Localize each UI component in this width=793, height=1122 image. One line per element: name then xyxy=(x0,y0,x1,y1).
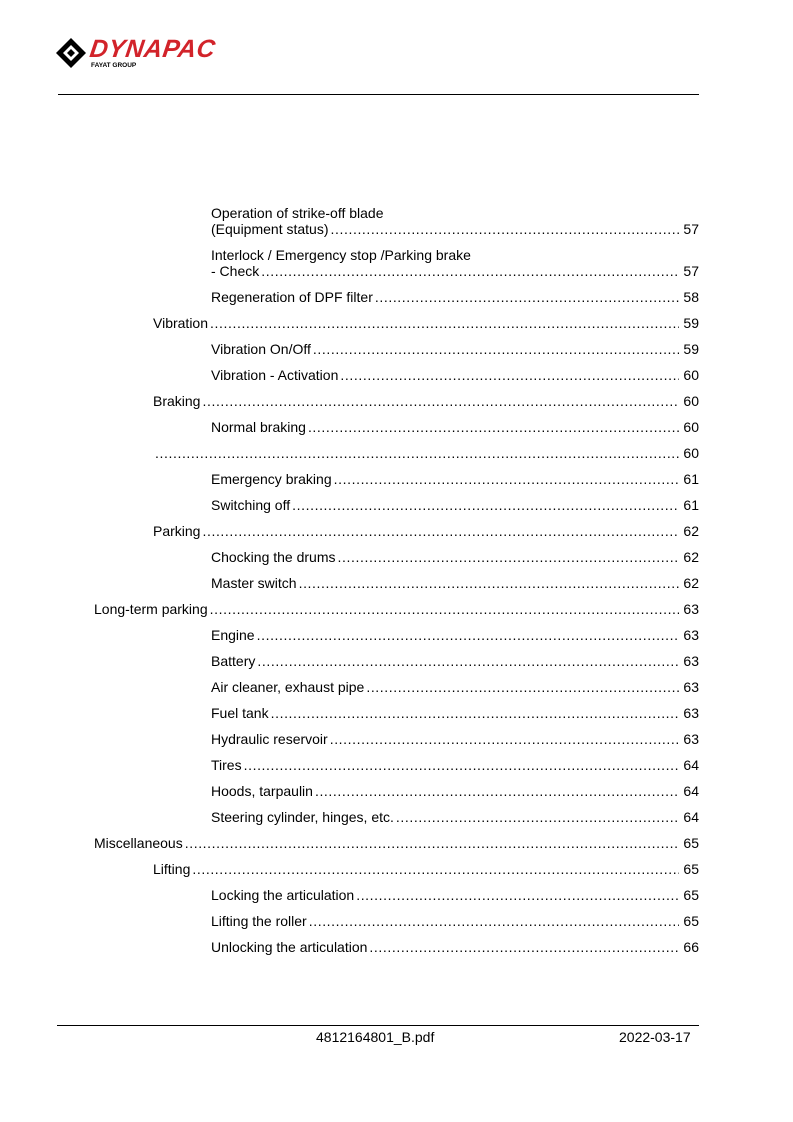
toc-dot-leader xyxy=(330,731,679,747)
toc-entry[interactable] xyxy=(211,549,699,565)
toc-page-number: 61 xyxy=(683,471,699,487)
toc-entry-title: Hydraulic reservoir xyxy=(211,731,328,747)
toc-entry[interactable] xyxy=(211,419,699,435)
toc-dot-leader xyxy=(210,315,679,331)
toc-entry[interactable] xyxy=(211,653,699,669)
toc-dot-leader xyxy=(396,809,679,825)
toc-dot-leader xyxy=(210,601,679,617)
toc-entry-title: Fuel tank xyxy=(211,705,269,721)
toc-entry-title: Emergency braking xyxy=(211,471,332,487)
toc-dot-leader xyxy=(192,861,679,877)
toc-page-number: 61 xyxy=(683,497,699,513)
toc-entry[interactable] xyxy=(211,783,699,799)
toc-page-number: 65 xyxy=(683,835,699,851)
toc-entry-title: Hoods, tarpaulin xyxy=(211,783,313,799)
toc-page-number: 63 xyxy=(683,601,699,617)
footer-date: 2022-03-17 xyxy=(619,1029,691,1045)
dynapac-diamond-icon xyxy=(54,36,88,70)
toc-entry[interactable] xyxy=(211,679,699,695)
toc-entry[interactable] xyxy=(211,497,699,513)
toc-page-number: 63 xyxy=(683,653,699,669)
toc-dot-leader xyxy=(308,419,679,435)
toc-dot-leader xyxy=(185,835,679,851)
toc-page-number: 64 xyxy=(683,757,699,773)
header-divider xyxy=(58,94,699,95)
brand-name: DYNAPAC xyxy=(88,35,218,63)
toc-entry-title: Lifting xyxy=(153,861,191,877)
toc-dot-leader xyxy=(331,221,680,237)
toc-entry-title: Lifting the roller xyxy=(211,913,307,929)
toc-dot-leader xyxy=(257,627,679,643)
toc-page-number: 62 xyxy=(683,575,699,591)
toc-page-number: 62 xyxy=(683,549,699,565)
toc-entry-title: Long-term parking xyxy=(94,601,208,617)
toc-entry[interactable] xyxy=(211,289,699,305)
toc-entry-title: Engine xyxy=(211,627,255,643)
toc-dot-leader xyxy=(202,523,679,539)
toc-entry-title: Normal braking xyxy=(211,419,306,435)
toc-entry-title: Chocking the drums xyxy=(211,549,336,565)
toc-page-number: 58 xyxy=(683,289,699,305)
toc-page-number: 64 xyxy=(683,809,699,825)
toc-entry[interactable] xyxy=(211,809,699,825)
toc-dot-leader xyxy=(313,341,679,357)
toc-dot-leader xyxy=(202,393,679,409)
toc-page-number: 57 xyxy=(683,221,699,237)
toc-entry-title: Vibration xyxy=(153,315,209,331)
toc-entry[interactable] xyxy=(211,939,699,955)
toc-page-number: 66 xyxy=(683,939,699,955)
toc-entry-title: Master switch xyxy=(211,575,297,591)
toc-dot-leader xyxy=(366,679,679,695)
toc-dot-leader xyxy=(375,289,679,305)
toc-page-number: 63 xyxy=(683,731,699,747)
toc-entry-title: Switching off xyxy=(211,497,291,513)
toc-entry-title: (Equipment status) xyxy=(211,221,329,237)
toc-dot-leader xyxy=(334,471,679,487)
toc-entry-title: Locking the articulation xyxy=(211,887,355,903)
toc-dot-leader xyxy=(340,367,679,383)
toc-entry[interactable] xyxy=(211,205,699,237)
toc-page-number: 65 xyxy=(683,913,699,929)
toc-page-number: 65 xyxy=(683,861,699,877)
toc-page-number: 59 xyxy=(683,341,699,357)
toc-entry[interactable] xyxy=(153,393,699,409)
toc-page-number: 63 xyxy=(683,679,699,695)
toc-entry-title: Regeneration of DPF filter xyxy=(211,289,373,305)
toc-entry-title: Tires xyxy=(211,757,242,773)
toc-entry[interactable] xyxy=(211,367,699,383)
toc-entry-title: Air cleaner, exhaust pipe xyxy=(211,679,365,695)
toc-entry[interactable] xyxy=(211,471,699,487)
toc-entry[interactable] xyxy=(211,575,699,591)
toc-entry[interactable] xyxy=(94,601,699,617)
toc-entry-title: Parking xyxy=(153,523,201,539)
toc-entry[interactable] xyxy=(153,315,699,331)
toc-entry[interactable] xyxy=(153,445,699,461)
toc-entry[interactable] xyxy=(211,731,699,747)
toc-entry-title-line: Interlock / Emergency stop /Parking brake xyxy=(211,247,471,263)
toc-dot-leader xyxy=(338,549,679,565)
toc-page-number: 60 xyxy=(683,445,699,461)
toc-page-number: 62 xyxy=(683,523,699,539)
page-header xyxy=(54,36,699,96)
footer-divider xyxy=(57,1025,699,1026)
toc-dot-leader xyxy=(257,653,679,669)
toc-entry[interactable] xyxy=(153,523,699,539)
toc-page-number: 60 xyxy=(683,419,699,435)
toc-entry[interactable] xyxy=(211,913,699,929)
toc-dot-leader xyxy=(244,757,679,773)
toc-dot-leader xyxy=(155,445,679,461)
toc-page-number: 63 xyxy=(683,627,699,643)
toc-entry-title: Battery xyxy=(211,653,256,669)
toc-entry-title: - Check xyxy=(211,263,260,279)
toc-entry[interactable] xyxy=(211,341,699,357)
toc-dot-leader xyxy=(271,705,679,721)
toc-entry-title: Steering cylinder, hinges, etc. xyxy=(211,809,394,825)
toc-dot-leader xyxy=(309,913,679,929)
toc-entry-title: Miscellaneous xyxy=(94,835,183,851)
toc-page-number: 65 xyxy=(683,887,699,903)
toc-page-number: 64 xyxy=(683,783,699,799)
toc-dot-leader xyxy=(356,887,679,903)
toc-dot-leader xyxy=(261,263,679,279)
toc-page-number: 57 xyxy=(683,263,699,279)
brand-subtitle: FAYAT GROUP xyxy=(91,62,137,69)
toc-entry[interactable] xyxy=(211,757,699,773)
toc-dot-leader xyxy=(369,939,679,955)
toc-entry[interactable] xyxy=(211,247,699,279)
dynapac-logo xyxy=(54,35,218,70)
toc-entry-title: Vibration On/Off xyxy=(211,341,311,357)
footer-document-name: 4812164801_B.pdf xyxy=(316,1029,435,1045)
toc-page-number: 59 xyxy=(683,315,699,331)
toc-entry-title: Unlocking the articulation xyxy=(211,939,368,955)
toc-page-number: 63 xyxy=(683,705,699,721)
toc-entry[interactable] xyxy=(153,861,699,877)
toc-dot-leader xyxy=(299,575,679,591)
toc-dot-leader xyxy=(292,497,679,513)
toc-page-number: 60 xyxy=(683,367,699,383)
toc-page-number: 60 xyxy=(683,393,699,409)
toc-entry-title-line: Operation of strike-off blade xyxy=(211,205,384,221)
toc-entry[interactable] xyxy=(211,887,699,903)
toc-dot-leader xyxy=(315,783,679,799)
toc-entry-title: Braking xyxy=(153,393,201,409)
toc-entry[interactable] xyxy=(211,627,699,643)
toc-entry[interactable] xyxy=(211,705,699,721)
toc-entry-title: Vibration - Activation xyxy=(211,367,339,383)
toc-entry[interactable] xyxy=(94,835,699,851)
